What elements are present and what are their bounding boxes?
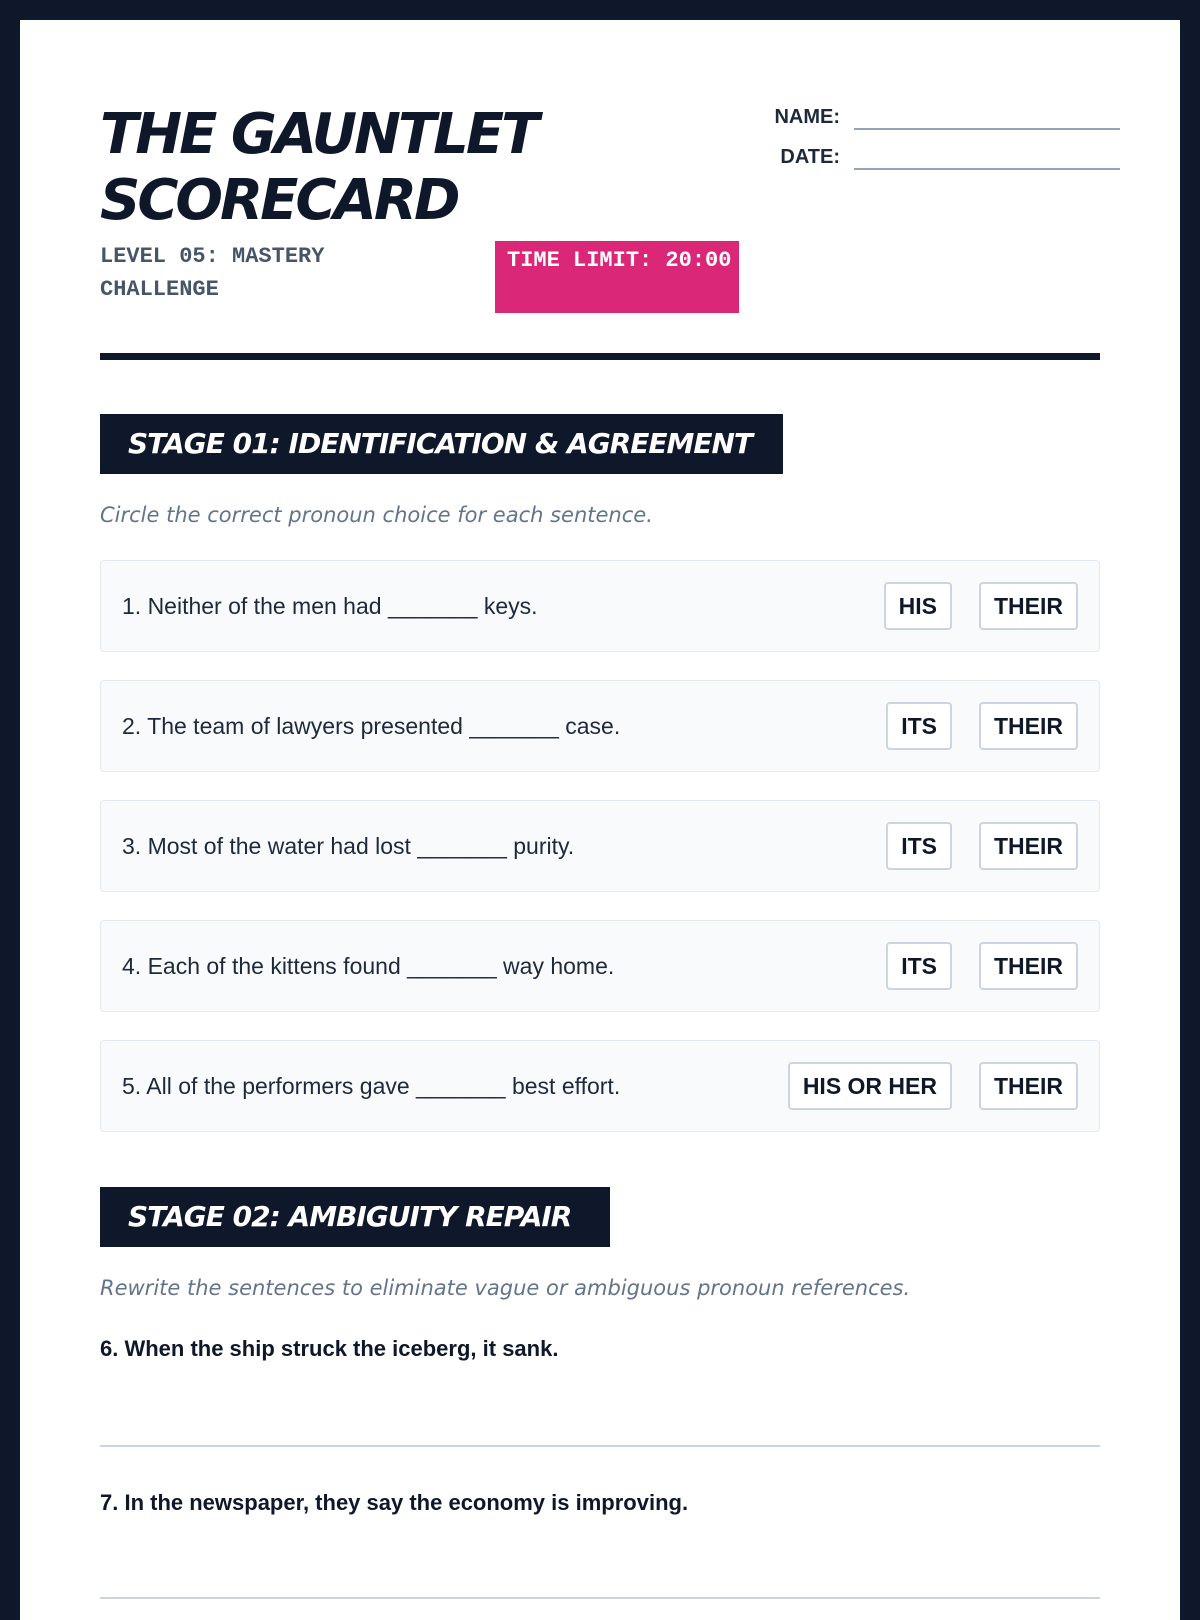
worksheet-page (20, 20, 1180, 1620)
question-text: 2. The team of lawyers presented _______ case. (122, 713, 621, 739)
question-row (100, 680, 1100, 772)
stage-2-heading: STAGE 02: AMBIGUITY REPAIR (100, 1187, 610, 1247)
stage-2-instruction: Rewrite the sentences to eliminate vague or ambiguous pronoun references. (100, 1276, 911, 1300)
question-text: 3. Most of the water had lost _______ purity. (122, 833, 575, 859)
header-divider (100, 353, 1100, 360)
question-text: 1. Neither of the men had _______ keys. (122, 593, 538, 619)
question-row (100, 920, 1100, 1012)
question-row (100, 1040, 1100, 1132)
choice-group (886, 942, 1078, 990)
question-text: 4. Each of the kittens found _______ way home. (122, 953, 615, 979)
question-row (100, 800, 1100, 892)
choice-group (886, 702, 1078, 750)
choice-option[interactable]: ITS (886, 702, 952, 750)
choice-option[interactable]: ITS (886, 942, 952, 990)
choice-option[interactable]: ITS (886, 822, 952, 870)
choice-option[interactable]: THEIR (979, 702, 1078, 750)
choice-option[interactable]: THEIR (979, 1062, 1078, 1110)
choice-option[interactable]: THEIR (979, 942, 1078, 990)
choice-option[interactable]: THEIR (979, 582, 1078, 630)
stage-1-heading: STAGE 01: IDENTIFICATION & AGREEMENT (100, 414, 783, 474)
name-field (720, 102, 1120, 132)
date-label: DATE: (780, 146, 840, 168)
answer-line[interactable] (100, 1597, 1100, 1599)
name-input-line[interactable] (854, 128, 1120, 130)
rewrite-question: 7. In the newspaper, they say the economy is improving. (100, 1490, 689, 1515)
name-label: NAME: (774, 106, 840, 128)
choice-option[interactable]: HIS (884, 582, 952, 630)
answer-line[interactable] (100, 1445, 1100, 1447)
level-label: LEVEL 05: MASTERY CHALLENGE (100, 244, 325, 302)
date-input-line[interactable] (854, 168, 1120, 170)
choice-group (884, 582, 1078, 630)
page-title: THE GAUNTLET SCORECARD (100, 102, 537, 233)
choice-group (788, 1062, 1078, 1110)
date-field (720, 142, 1120, 172)
choice-option[interactable]: HIS OR HER (788, 1062, 952, 1110)
question-text: 5. All of the performers gave _______ best effort. (122, 1073, 621, 1099)
choice-option[interactable]: THEIR (979, 822, 1078, 870)
rewrite-question: 6. When the ship struck the iceberg, it sank. (100, 1336, 559, 1361)
time-limit-badge: TIME LIMIT: 20:00 (495, 241, 739, 313)
stage-1-instruction: Circle the correct pronoun choice for each sentence. (100, 503, 653, 527)
choice-group (886, 822, 1078, 870)
question-row (100, 560, 1100, 652)
